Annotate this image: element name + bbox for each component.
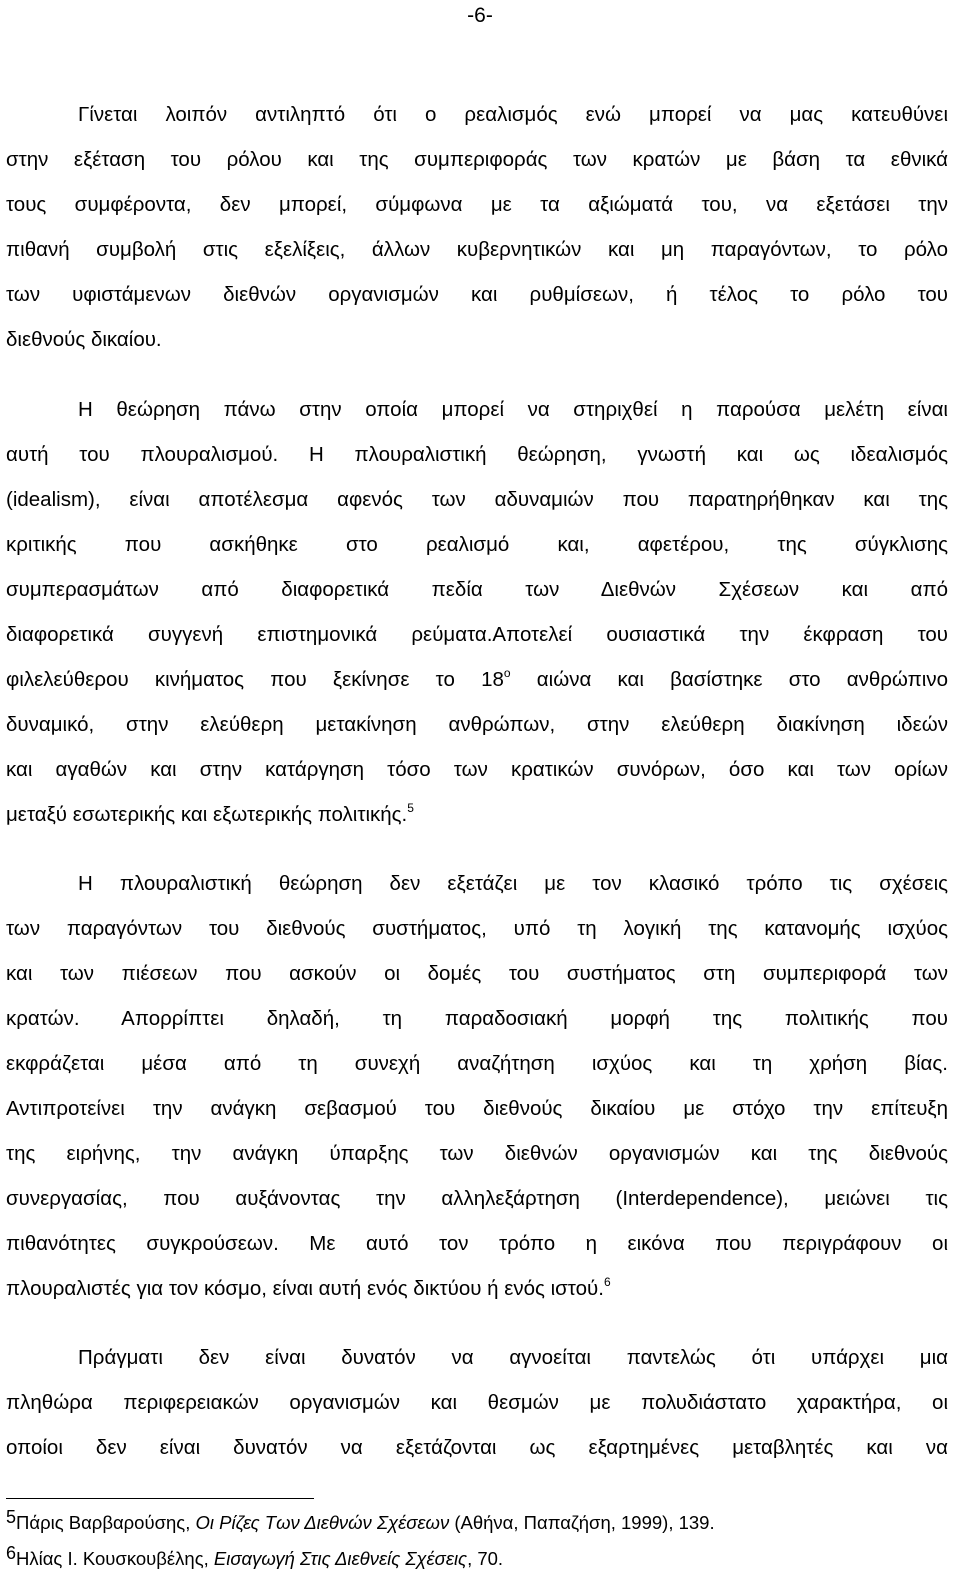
footnote-text: , 70. bbox=[467, 1548, 504, 1569]
footnote-text: (Αθήνα, Παπαζήση, 1999), 139. bbox=[449, 1512, 715, 1533]
footnote-text: Πάρις Βαρβαρούσης, bbox=[16, 1512, 196, 1533]
text-line: συμπερασμάτων από διαφορετικά πεδία των Διεθνών Σχέσεων και από bbox=[6, 578, 948, 601]
text-line: συνεργασίας, που αυξάνοντας την αλληλεξάρτηση (Interdependence), μειώνει τις bbox=[6, 1187, 948, 1210]
text-line: και αγαθών και στην κατάργηση τόσο των κρατικών συνόρων, όσο και των ορίων bbox=[6, 758, 948, 781]
page-number: -6- bbox=[467, 4, 493, 27]
text-line: πιθανή συμβολή στις εξελίξεις, άλλων κυβερνητικών και μη παραγόντων, το ρόλο bbox=[6, 238, 948, 261]
text-line bbox=[6, 1275, 948, 1303]
text-line: κριτικής που ασκήθηκε στο ρεαλισμό και, αφετέρου, της σύγκλισης bbox=[6, 533, 948, 556]
footnote-6 bbox=[6, 1543, 946, 1572]
text-line: οποίοι δεν είναι δυνατόν να εξετάζονται ως εξαρτημένες μεταβλητές και να bbox=[6, 1436, 948, 1459]
text-line: τους συμφέροντα, δεν μπορεί, σύμφωνα με τα αξιώματά του, να εξετάσει την bbox=[6, 193, 948, 216]
footnote-ref-5: 5 bbox=[407, 801, 414, 815]
text-line: στην εξέταση του ρόλου και της συμπεριφοράς των κρατών με βάση τα εθνικά bbox=[6, 148, 948, 171]
text-line: αυτή του πλουραλισμού. Η πλουραλιστική θεώρηση, γνωστή και ως ιδεαλισμός bbox=[6, 443, 948, 466]
text-line: και των πιέσεων που ασκούν οι δομές του συστήματος στη συμπεριφορά των bbox=[6, 962, 948, 985]
footnote-divider bbox=[6, 1498, 314, 1499]
text-line: διαφορετικά συγγενή επιστημονικά ρεύματα.Αποτελεί ουσιαστικά την έκφραση του bbox=[6, 623, 948, 646]
text-line: Αντιπροτείνει την ανάγκη σεβασμού του διεθνούς δικαίου με στόχο την επίτευξη bbox=[6, 1097, 948, 1120]
text-line: των υφιστάμενων διεθνών οργανισμών και ρυθμίσεων, ή τέλος το ρόλο του bbox=[6, 283, 948, 306]
footnote-book-title: Εισαγωγή Στις Διεθνείς Σχέσεις bbox=[213, 1548, 468, 1569]
text-line: Πράγματι δεν είναι δυνατόν να αγνοείται παντελώς ότι υπάρχει μια bbox=[78, 1346, 948, 1369]
text-fragment: μεταξύ εσωτερικής και εξωτερικής πολιτικής. bbox=[6, 803, 408, 826]
text-line: δυναμικό, στην ελεύθερη μετακίνηση ανθρώπων, στην ελεύθερη διακίνηση ιδεών bbox=[6, 713, 948, 736]
text-fragment: αιώνα και βασίστηκε στο ανθρώπινο bbox=[510, 668, 948, 691]
footnote-text: Ηλίας Ι. Κουσκουβέλης, bbox=[16, 1548, 214, 1569]
footnote-5 bbox=[6, 1507, 946, 1536]
text-line: πιθανότητες συγκρούσεων. Με αυτό τον τρόπο η εικόνα που περιγράφουν οι bbox=[6, 1232, 948, 1255]
footnote-ref-6: 6 bbox=[603, 1275, 611, 1289]
text-line: Γίνεται λοιπόν αντιληπτό ότι ο ρεαλισμός ενώ μπορεί να μας κατευθύνει bbox=[78, 103, 948, 126]
text-line bbox=[6, 666, 948, 694]
text-line: Η θεώρηση πάνω στην οποία μπορεί να στηριχθεί η παρούσα μελέτη είναι bbox=[78, 398, 948, 421]
superscript: ο bbox=[503, 666, 511, 680]
text-line: των παραγόντων του διεθνούς συστήματος, υπό τη λογική της κατανομής ισχύος bbox=[6, 917, 948, 940]
text-line: πληθώρα περιφερειακών οργανισμών και θεσμών με πολυδιάστατο χαρακτήρα, οι bbox=[6, 1391, 948, 1414]
footnote-mark: 5 bbox=[6, 1507, 17, 1527]
text-line bbox=[6, 801, 948, 829]
text-line: διεθνούς δικαίου. bbox=[6, 328, 162, 351]
text-line: κρατών. Απορρίπτει δηλαδή, τη παραδοσιακή μορφή της πολιτικής που bbox=[6, 1007, 948, 1030]
text-fragment: πλουραλιστές για τον κόσμο, είναι αυτή ενός δικτύου ή ενός ιστού. bbox=[6, 1277, 604, 1300]
footnote-mark: 6 bbox=[6, 1543, 17, 1563]
text-line: της ειρήνης, την ανάγκη ύπαρξης των διεθνών οργανισμών και της διεθνούς bbox=[6, 1142, 948, 1165]
footnote-book-title: Οι Ρίζες Των Διεθνών Σχέσεων bbox=[195, 1512, 450, 1533]
text-line: (idealism), είναι αποτέλεσμα αφενός των αδυναμιών που παρατηρήθηκαν και της bbox=[6, 488, 948, 511]
text-line: Η πλουραλιστική θεώρηση δεν εξετάζει με τον κλασικό τρόπο τις σχέσεις bbox=[78, 872, 948, 895]
text-fragment: φιλελεύθερου κινήματος που ξεκίνησε το 18 bbox=[6, 668, 504, 691]
text-line: εκφράζεται μέσα από τη συνεχή αναζήτηση ισχύος και τη χρήση βίας. bbox=[6, 1052, 948, 1075]
